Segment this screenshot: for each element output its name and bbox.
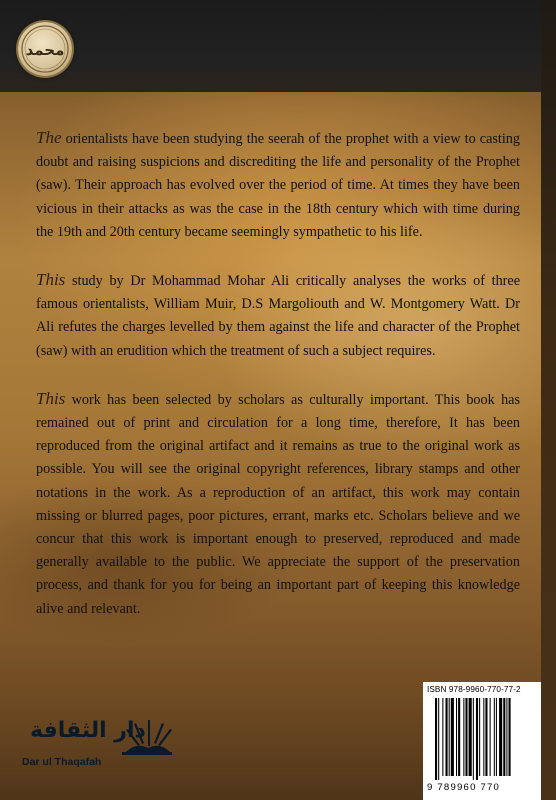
barcode-bar [476,698,478,780]
blurb-paragraph-2 [36,268,520,363]
paragraph-body: work has been selected by scholars as culturally important. This book has remained out of print and circulation for a long time, therefore, It has been reproduced from the original artifact and it remains as true to the original work as possible. You will see the original copyright references, library stamps and other notations in the work. As a reproduction of an artifact, this work may contain missing or blurred pages, poor pictures, errant, marks etc. Scholars believe and we concur that this work is important enough to preserved, reproduced and made generally available to the public. We appreciate the support of the preservation process, and thank for you for being an important part of keeping this knowledge alive and relevant. [36,391,520,617]
barcode-bar [490,698,491,776]
blurb-paragraph-1 [36,126,520,244]
barcode-bar [469,698,472,776]
barcode-bar [496,698,497,776]
paragraph-lead-word: This [36,388,66,408]
barcode-bar [479,698,480,776]
calligraphy-medallion-logo [18,22,72,76]
barcode-bar [485,698,487,776]
barcode-bar [458,698,460,776]
barcode-bar [499,698,502,776]
publisher-logo [22,712,182,772]
barcode-bar [463,698,464,776]
isbn-barcode-block [423,682,541,800]
blurb-text [36,126,520,645]
paragraph-body: study by Dr Mohammad Mohar Ali critically analyses the works of three famous orientalists, William Muir, D.S Margoliouth and W. Montgomery Watt. Dr Ali refutes the charges levelled by them against the life and character of the Prophet (saw) with an erudition which the treatment of such a subject requires. [36,273,520,359]
blurb-paragraph-3 [36,387,520,621]
barcode-bar [473,698,474,780]
barcode-bar [449,698,450,776]
paragraph-lead-word: This [36,270,66,290]
barcode-bar [456,698,457,776]
barcode-bar [483,698,484,776]
barcode-bar [503,698,505,776]
top-dark-band [0,0,541,92]
barcode-bar [438,698,439,780]
barcode-bar [435,698,437,780]
paragraph-lead-word: The [36,128,62,147]
barcode-bar [509,698,511,776]
barcode-bar [451,698,454,776]
barcode-bar [442,698,443,776]
barcode-bar [494,698,495,776]
spine-edge-strip [541,0,556,800]
barcode-bar [465,698,467,776]
barcode-bar [446,698,448,776]
publisher-arabic-name: دار الثقافة [30,718,146,743]
paragraph-body: orientalists have been studying the seerah of the prophet with a view to casting doubt and raising suspicions and discrediting the life and personality of the Prophet (saw). Their approach has evolved over the period of time. At times they have been vicious in their attacks as was the case in the 18th century which with time during the 19th and 20th century became seemingly sympathetic to his life. [36,131,520,240]
isbn-label: ISBN 978-9960-770-77-2 [427,685,521,694]
barcode-icon [433,698,537,780]
publisher-name: Dar ul Thaqafah [22,756,102,768]
medallion-ring-icon [18,22,72,76]
barcode-digits: 9 789960 770 [427,782,501,793]
barcode-bar [506,698,507,776]
medallion-calligraphy: محمد [25,41,65,59]
